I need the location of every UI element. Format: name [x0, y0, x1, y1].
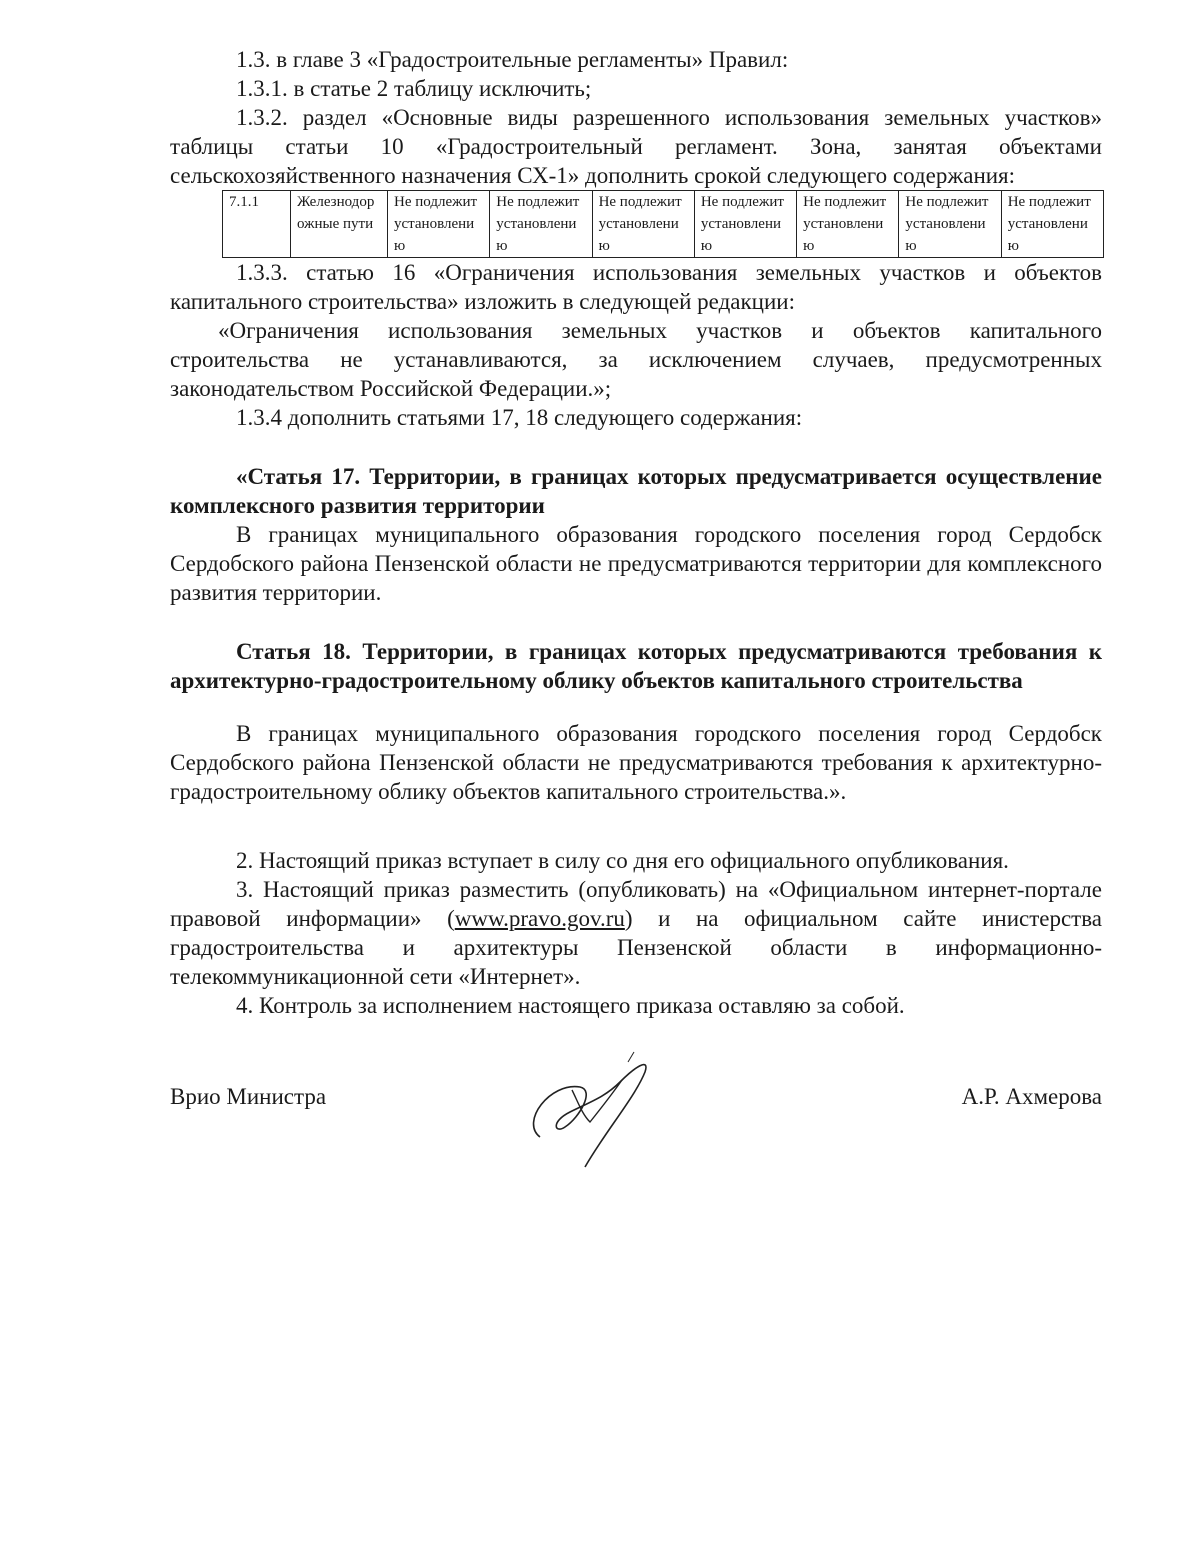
table-cell: Не подлежит установлению [899, 191, 1001, 258]
table-cell: Не подлежит установлению [490, 191, 592, 258]
article-17-text: В границах муниципального образования городского поселения город Сердобск Сердобского района Пензенской области не предусматриваются территории для комплексного развития территории. [170, 522, 1102, 605]
quote-article-16: «Ограничения использования земельных участков и объектов капитального строительства не устанавливаются, за исключением случаев, предусмотренных законодательством Российской Федерации.»; [170, 318, 1102, 401]
handwritten-signature-icon [510, 1042, 670, 1172]
table-cell-code: 7.1.1 [223, 191, 291, 258]
sign-name: А.Р. Ахмерова [961, 1084, 1102, 1109]
table-cell-name: Железнодорожные пути [291, 191, 388, 258]
item-3 [170, 875, 1102, 991]
item-3-text-post: ) и на официальном сайте инистерства градостроительства и архитектуры Пензенской области в информационно-телекоммуникационной сети «Интернет». [170, 906, 1102, 989]
pravo-link[interactable]: www.pravo.gov.ru [454, 906, 625, 931]
article-18-text: В границах муниципального образования городского поселения город Сердобск Сердобского района Пензенской области не предусматриваются требования к архитектурно-градостроительному облику объектов капитального строительства.». [170, 721, 1102, 804]
item-2: 2. Настоящий приказ вступает в силу со дня его официального опубликования. [236, 848, 1009, 873]
table-cell: Не подлежит установлению [694, 191, 796, 258]
regulation-table [222, 190, 1104, 258]
table-cell: Не подлежит установлению [1001, 191, 1103, 258]
table-cell: Не подлежит установлению [797, 191, 899, 258]
section-1-3-1: 1.3.1. в статье 2 таблицу исключить; [236, 76, 592, 101]
sign-position: Врио Министра [170, 1084, 327, 1109]
table-row [223, 191, 1104, 258]
article-18-title: Статья 18. Территории, в границах которых предусматриваются требования к архитектурно-градостроительному облику объектов капитального строительства [170, 639, 1102, 693]
article-17-title: «Статья 17. Территории, в границах которых предусматривается осуществление комплексного развития территории [170, 464, 1102, 518]
document-page [170, 45, 1102, 1162]
item-4: 4. Контроль за исполнением настоящего приказа оставляю за собой. [236, 993, 905, 1018]
item-3-text-pre: 3. Настоящий приказ разместить (опубликовать) на «Официальном интернет-портале правовой информации» ( [170, 877, 1102, 931]
section-1-3-3: 1.3.3. статью 16 «Ограничения использования земельных участков и объектов капитального строительства» изложить в следующей редакции: [170, 260, 1102, 314]
section-1-3-4: 1.3.4 дополнить статьями 17, 18 следующего содержания: [236, 405, 803, 430]
table-cell: Не подлежит установлению [388, 191, 490, 258]
table-cell: Не подлежит установлению [592, 191, 694, 258]
signature-block [170, 1072, 1102, 1162]
section-1-3-2: 1.3.2. раздел «Основные виды разрешенного использования земельных участков» таблицы статьи 10 «Градостроительный регламент. Зона, занятая объектами сельскохозяйственного назначения СХ-1» дополнить срокой следующего содержания: [170, 105, 1102, 188]
section-1-3: 1.3. в главе 3 «Градостроительные регламенты» Правил: [236, 47, 789, 72]
